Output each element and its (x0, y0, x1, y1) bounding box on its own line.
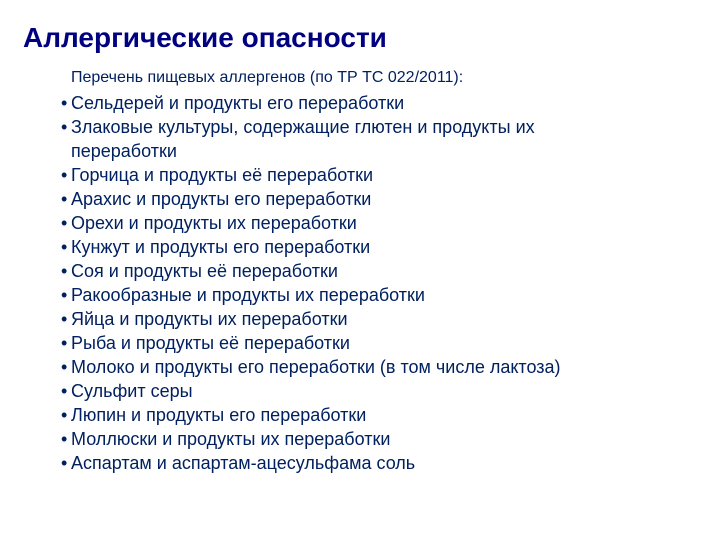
list-intro: Перечень пищевых аллергенов (по ТР ТС 022/2011): (71, 69, 464, 86)
list-item: • Молоко и продукты его переработки (в том числе лактоза) (61, 355, 611, 379)
list-item: • Сельдерей и продукты его переработки (61, 91, 611, 115)
list-item: • Моллюски и продукты их переработки (61, 427, 611, 451)
list-item: • Яйца и продукты их переработки (61, 307, 611, 331)
slide-content (61, 67, 651, 475)
list-item: • Рыба и продукты её переработки (61, 331, 611, 355)
list-item: • Сульфит серы (61, 379, 611, 403)
list-item: • Люпин и продукты его переработки (61, 403, 611, 427)
list-item: • Арахис и продукты его переработки (61, 187, 611, 211)
list-item: • Аспартам и аспартам-ацесульфама соль (61, 451, 611, 475)
list-item: • Орехи и продукты их переработки (61, 211, 611, 235)
allergen-list (61, 91, 651, 475)
list-item: • Кунжут и продукты его переработки (61, 235, 611, 259)
list-item: • Ракообразные и продукты их переработки (61, 283, 611, 307)
list-item: • Горчица и продукты её переработки (61, 163, 611, 187)
list-item: • Злаковые культуры, содержащие глютен и продукты их переработки (61, 115, 611, 163)
list-item: • Соя и продукты её переработки (61, 259, 611, 283)
slide-title: Аллергические опасности (23, 22, 387, 53)
